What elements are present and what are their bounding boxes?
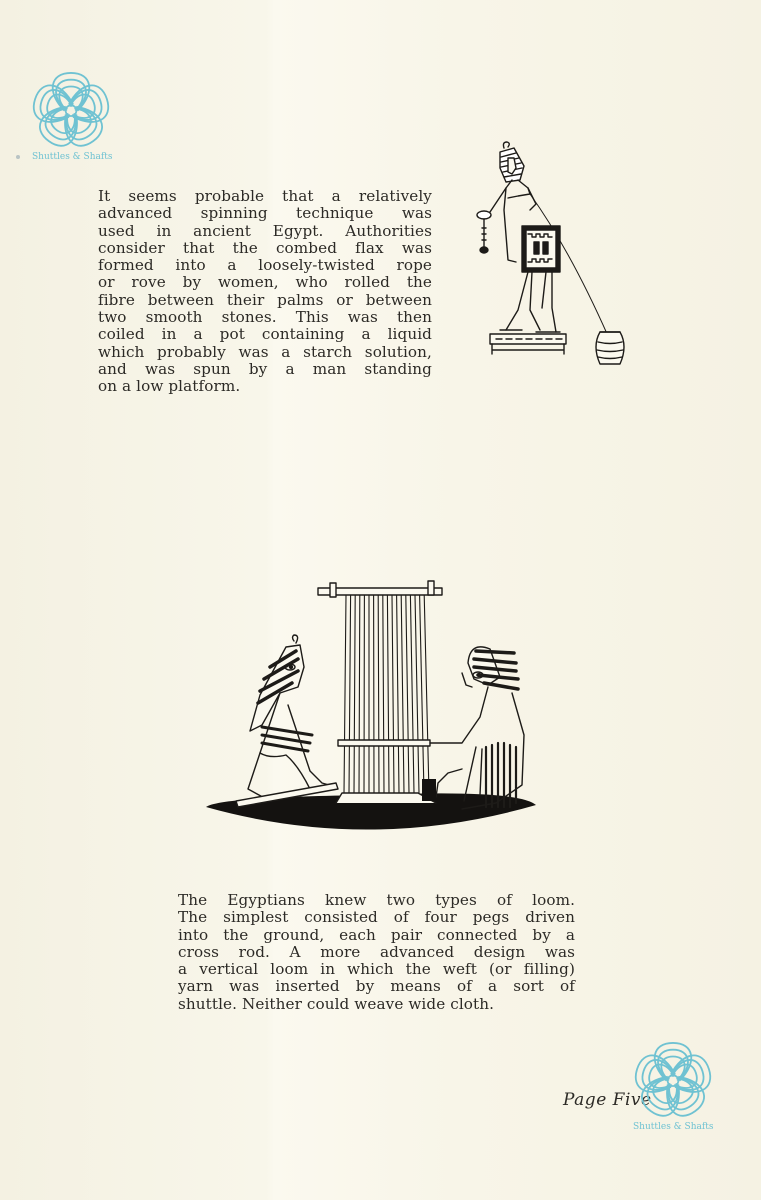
paragraph-looms [178, 892, 575, 1013]
warp-thread [410, 595, 414, 793]
text-line: a vertical loom in which the weft (or filling) [178, 960, 575, 979]
text-line: yarn was inserted by means of a sort of [178, 977, 575, 996]
text-line: coiled in a pot containing a liquid [98, 325, 432, 344]
knot-flower-icon [632, 1038, 714, 1120]
text-line: shuttle. Neither could weave wide cloth. [178, 994, 495, 1013]
text-line: advanced spinning technique was [98, 204, 432, 223]
text-line: used in ancient Egypt. Authorities [98, 221, 432, 240]
paragraph-spinning [98, 188, 432, 396]
warp-thread [401, 595, 404, 793]
scan-dot [16, 155, 20, 159]
warp-thread [406, 595, 409, 793]
text-line: cross rod. A more advanced design was [178, 942, 575, 961]
text-line: fibre between their palms or between [98, 290, 432, 309]
watermark-logo-bottom [632, 1038, 714, 1132]
watermark-caption: Shuttles & Shafts [32, 152, 113, 162]
watermark-logo-top [30, 68, 113, 162]
warp-thread [378, 595, 379, 793]
watermark-caption: Shuttles & Shafts [633, 1122, 714, 1132]
text-line: It seems probable that a relatively [98, 187, 432, 205]
warp-thread [420, 595, 424, 793]
warp-thread [387, 595, 389, 793]
warp-thread [415, 595, 419, 793]
text-line: on a low platform. [98, 377, 241, 396]
warp-thread [354, 595, 355, 793]
text-line: consider that the combed flax was [98, 238, 432, 257]
warp-thread [392, 595, 394, 793]
text-line: and was spun by a man standing [98, 359, 432, 378]
page-number: Page Five [563, 1090, 652, 1110]
text-line: The simplest consisted of four pegs driven [178, 908, 575, 927]
warp-thread [424, 595, 429, 793]
spinner-illustration [470, 140, 660, 369]
warp-thread [397, 595, 399, 793]
loom-illustration [200, 575, 545, 844]
text-line: which probably was a starch solution, [98, 342, 432, 361]
warp-thread [349, 595, 351, 793]
text-line: The Egyptians knew two types of loom. [178, 891, 575, 909]
text-line: into the ground, each pair connected by a [178, 925, 575, 944]
warp-thread [344, 595, 346, 793]
warp-thread [383, 595, 384, 793]
knot-flower-icon [30, 68, 112, 150]
warp-thread [359, 595, 360, 793]
text-line: two smooth stones. This was then [98, 308, 432, 327]
text-line: formed into a loosely-twisted rope [98, 256, 432, 275]
text-line: or rove by women, who rolled the [98, 273, 432, 292]
